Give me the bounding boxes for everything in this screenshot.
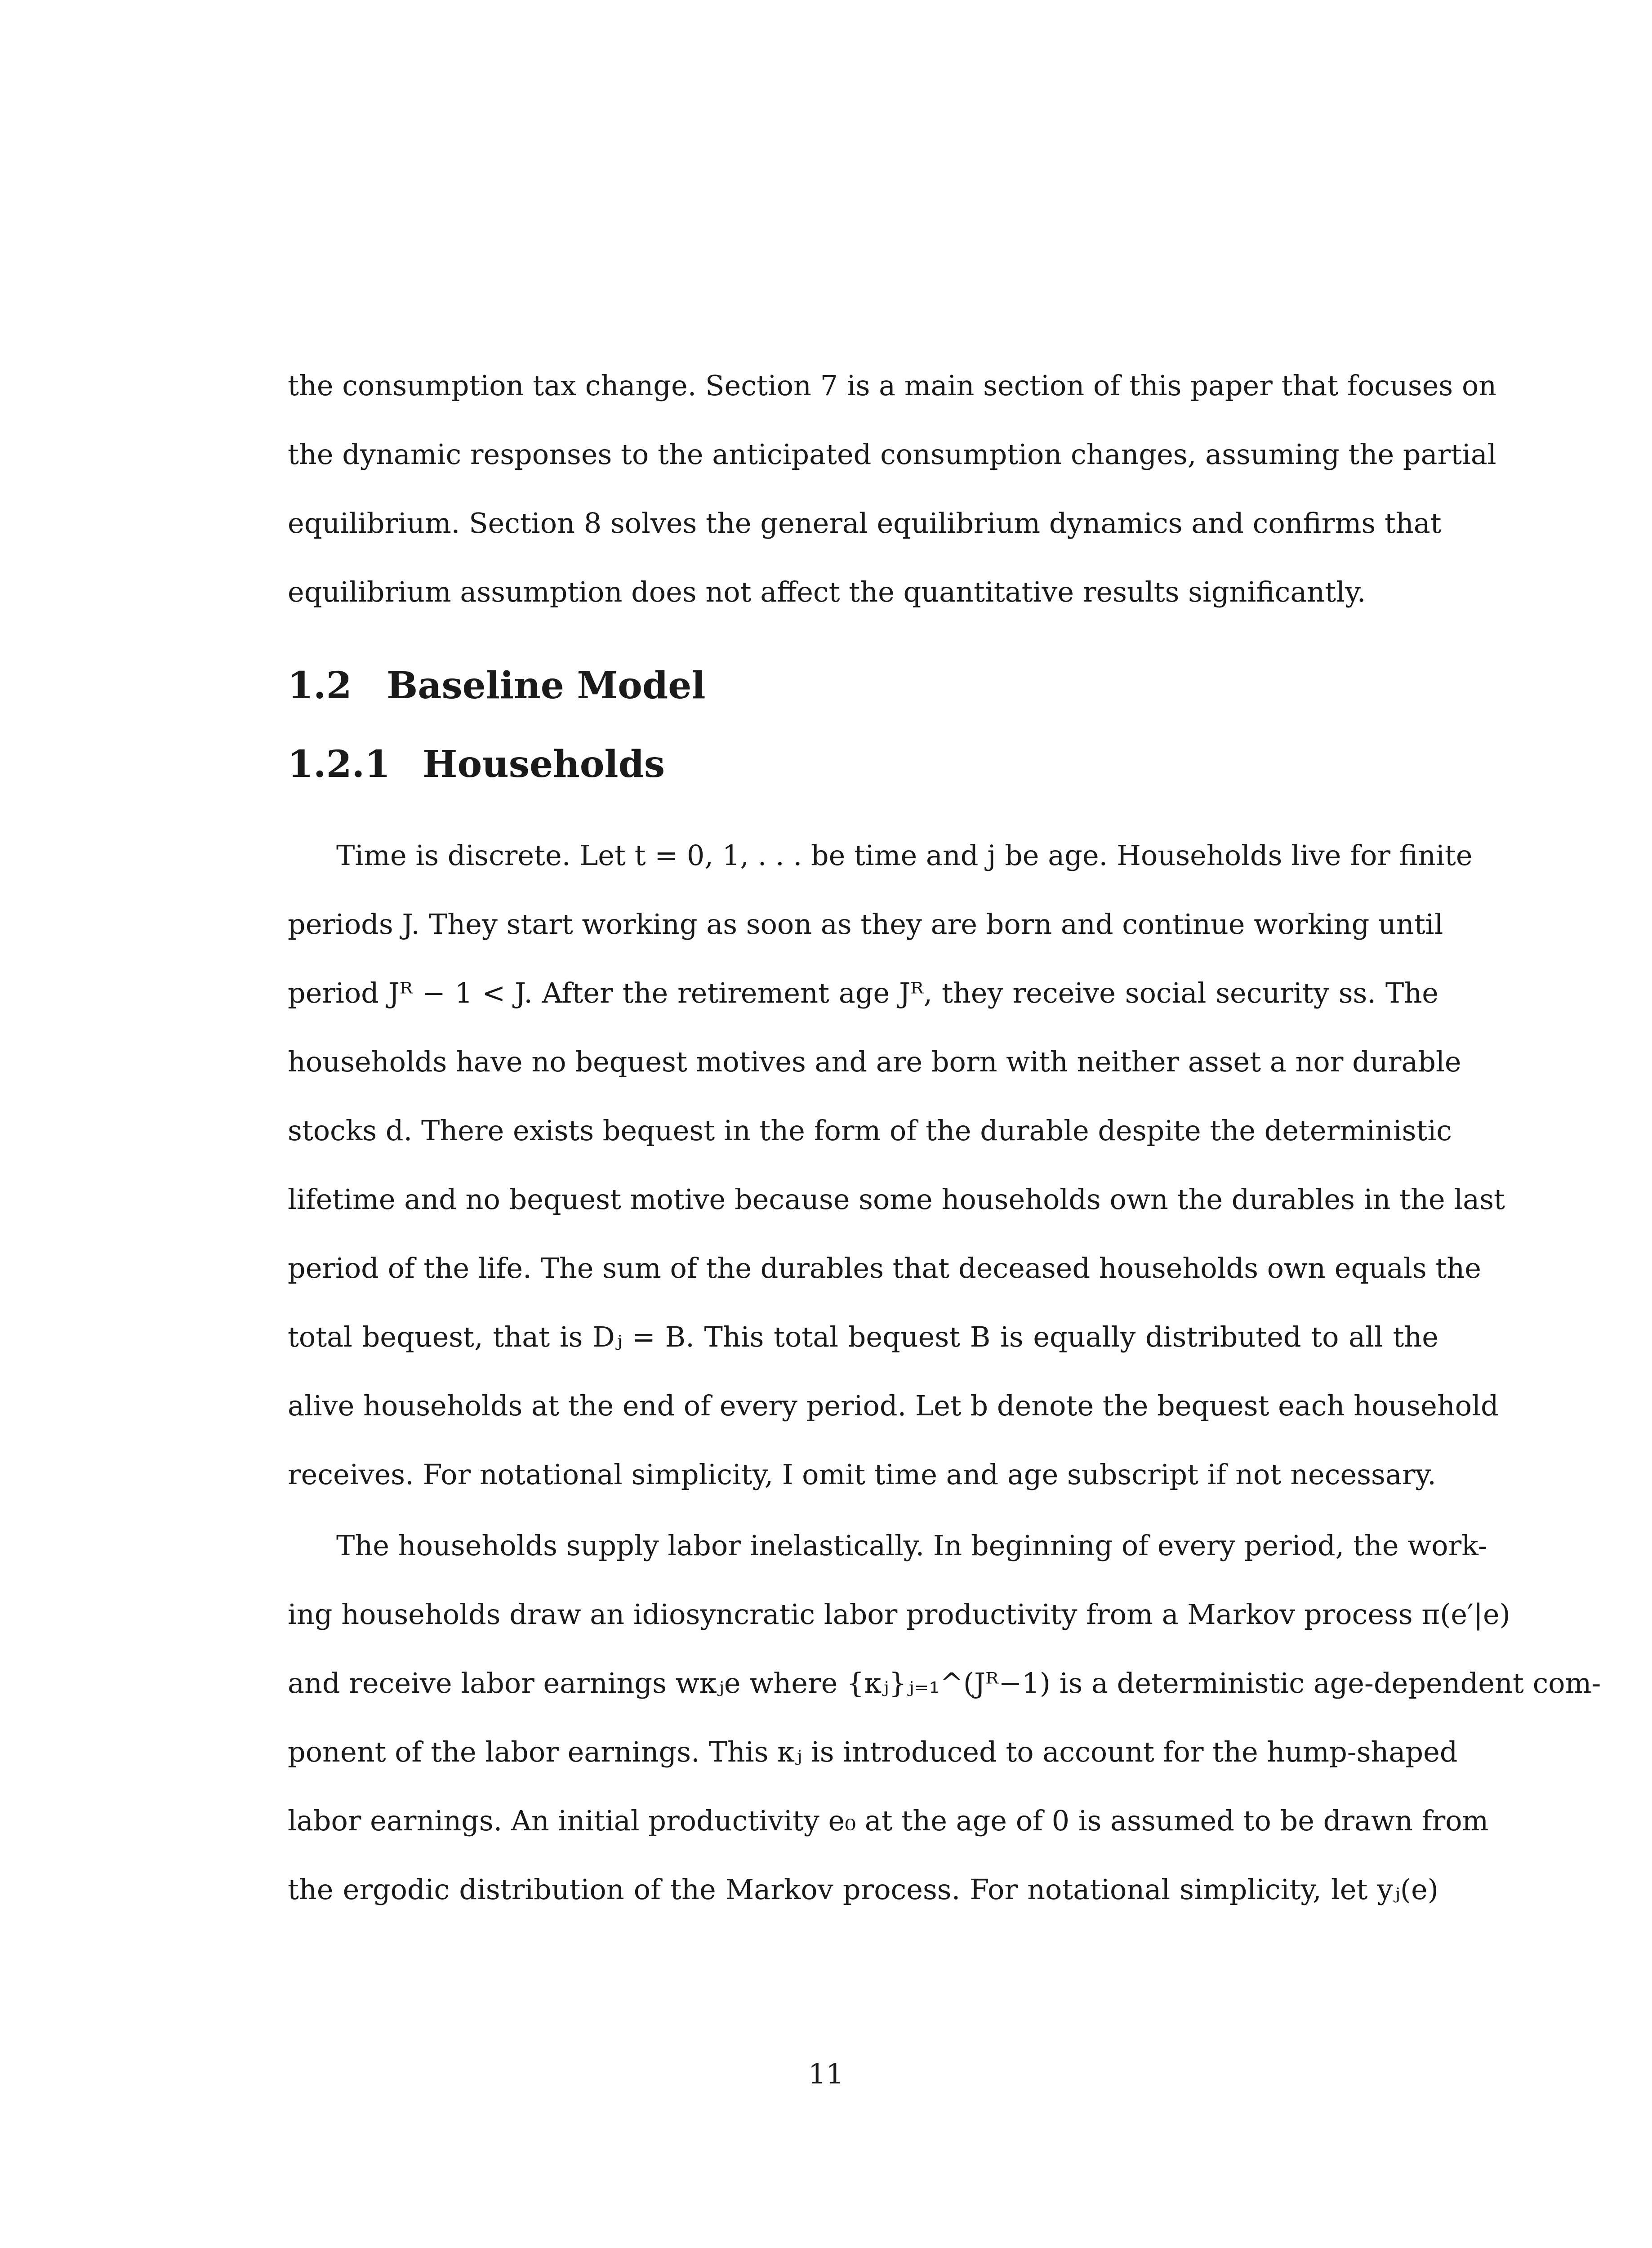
text-line: Time is discrete. Let t = 0, 1, . . . be time and j be age. Households live for finite — [336, 839, 1473, 872]
text-line: period of the life. The sum of the durables that deceased households own equals the — [288, 1252, 1481, 1285]
households-paragraph-2 — [288, 1529, 1601, 1907]
text-line: lifetime and no bequest motive because some households own the durables in the last — [288, 1183, 1505, 1216]
subsection-heading — [288, 742, 665, 787]
text-line: equilibrium assumption does not affect the quantitative results significantly. — [288, 575, 1366, 608]
intro-paragraph — [288, 369, 1497, 609]
text-line: the dynamic responses to the anticipated consumption changes, assuming the partial — [288, 438, 1496, 471]
page-number: 11 — [808, 2057, 844, 2090]
text-line: ponent of the labor earnings. This κⱼ is introduced to account for the hump-shaped — [288, 1735, 1458, 1768]
text-line: total bequest, that is Dⱼ = B. This total bequest B is equally distributed to all the — [288, 1320, 1438, 1353]
subsection-title: Households — [423, 743, 665, 786]
text-line: ing households draw an idiosyncratic labor productivity from a Markov process π(e′|e) — [288, 1598, 1510, 1631]
text-line: and receive labor earnings wκⱼe where {κⱼ}ⱼ₌₁^(Jᴿ−1) is a deterministic age-dependent com- — [288, 1667, 1601, 1699]
text-line: periods J. They start working as soon as they are born and continue working until — [288, 908, 1443, 941]
text-line: The households supply labor inelastically. In beginning of every period, the work- — [336, 1529, 1487, 1562]
text-line: alive households at the end of every period. Let b denote the bequest each household — [288, 1389, 1499, 1422]
text-line: receives. For notational simplicity, I omit time and age subscript if not necessary. — [288, 1458, 1436, 1491]
text-line: the consumption tax change. Section 7 is a main section of this paper that focuses on — [288, 369, 1497, 402]
text-line: equilibrium. Section 8 solves the general equilibrium dynamics and confirms that — [288, 507, 1442, 540]
text-line: the ergodic distribution of the Markov process. For notational simplicity, let yⱼ(e) — [288, 1873, 1438, 1906]
text-line: households have no bequest motives and are born with neither asset a nor durable — [288, 1045, 1461, 1078]
text-line: labor earnings. An initial productivity e₀ at the age of 0 is assumed to be drawn from — [288, 1804, 1489, 1837]
subsection-number: 1.2.1 — [288, 743, 391, 786]
text-line: period Jᴿ − 1 < J. After the retirement age Jᴿ, they receive social security ss. The — [288, 977, 1438, 1009]
households-paragraph-1 — [288, 839, 1505, 1492]
section-heading — [288, 663, 706, 708]
text-line: stocks d. There exists bequest in the form of the durable despite the deterministic — [288, 1114, 1452, 1147]
section-title: Baseline Model — [387, 664, 706, 707]
section-number: 1.2 — [288, 664, 352, 707]
